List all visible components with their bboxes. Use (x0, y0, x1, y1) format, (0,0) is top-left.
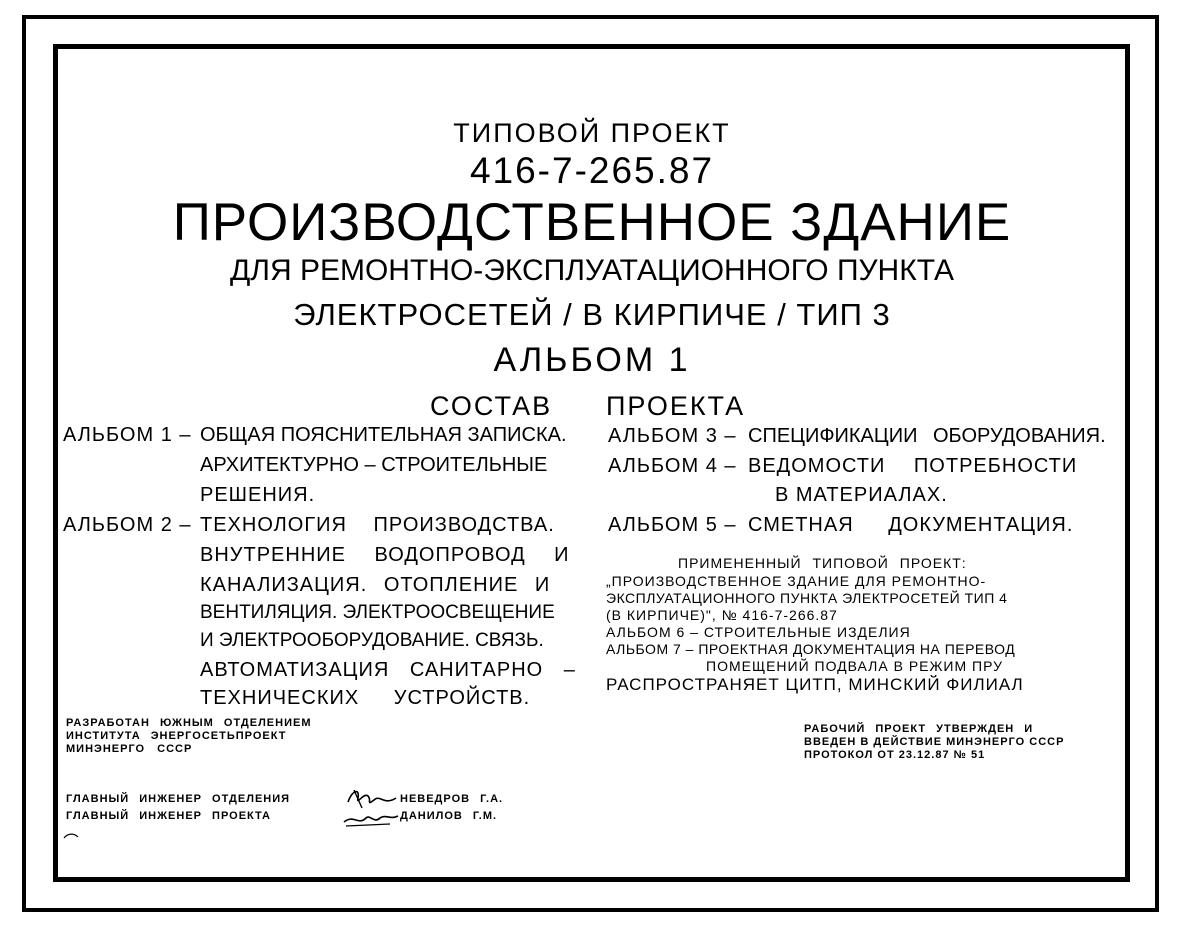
distributor: РАСПРОСТРАНЯЕТ ЦИТП, МИНСКИЙ ФИЛИАЛ (606, 675, 1024, 694)
album-1-line-3: РЕШЕНИЯ. (200, 484, 316, 506)
album-2-label: АЛЬБОМ 2 – (63, 514, 192, 536)
developer-line-2: ИНСТИТУТА ЭНЕРГОСЕТЬПРОЕКТ (66, 730, 287, 742)
approval-line-2: ВВЕДЕН В ДЕЙСТВИЕ МИНЭНЕРГО СССР (804, 736, 1065, 748)
album-2-line-4: ВЕНТИЛЯЦИЯ. ЭЛЕКТРООСВЕЩЕНИЕ (200, 602, 555, 623)
album-4-line-1: ВЕДОМОСТИ ПОТРЕБНОСТИ (748, 455, 1078, 477)
approval-line-3: ПРОТОКОЛ ОТ 23.12.87 № 51 (804, 749, 986, 761)
developer-line-3: МИНЭНЕРГО СССР (66, 743, 193, 755)
album-2-line-6: АВТОМАТИЗАЦИЯ САНИТАРНО – (200, 659, 576, 681)
album-5-line-1: СМЕТНАЯ ДОКУМЕНТАЦИЯ. (748, 514, 1074, 536)
album-2-line-7: ТЕХНИЧЕСКИХ УСТРОЙСТВ. (200, 687, 531, 709)
approval-line-1: РАБОЧИЙ ПРОЕКТ УТВЕРЖДЕН И (804, 723, 1034, 735)
album-2-line-2: ВНУТРЕННИЕ ВОДОПРОВОД И (200, 544, 570, 566)
applied-line-2: ЭКСПЛУАТАЦИОННОГО ПУНКТА ЭЛЕКТРОСЕТЕЙ ТИП 4 (606, 590, 1008, 606)
signature-name-2: ДАНИЛОВ Г.М. (400, 810, 498, 822)
subtitle-line-1: ДЛЯ РЕМОНТНО-ЭКСПЛУАТАЦИОННОГО ПУНКТА (229, 254, 955, 287)
album-4-label: АЛЬБОМ 4 – (608, 455, 737, 477)
developer-line-1: РАЗРАБОТАН ЮЖНЫМ ОТДЕЛЕНИЕМ (66, 717, 312, 729)
album-1-line-2: АРХИТЕКТУРНО – СТРОИТЕЛЬНЫЕ (200, 454, 548, 476)
applied-line-3: (В КИРПИЧЕ)", № 416-7-266.87 (606, 607, 838, 623)
project-number: 416-7-265.87 (469, 150, 715, 191)
applied-line-1: „ПРОИЗВОДСТВЕННОЕ ЗДАНИЕ ДЛЯ РЕМОНТНО- (606, 573, 987, 589)
album-1-label: АЛЬБОМ 1 – (63, 424, 192, 446)
album-4-line-2: В МАТЕРИАЛАХ. (775, 484, 948, 506)
album-3-label: АЛЬБОМ 3 – (608, 425, 737, 447)
applied-line-6: ПОМЕЩЕНИЙ ПОДВАЛА В РЕЖИМ ПРУ (706, 658, 1004, 674)
signature-role-2: ГЛАВНЫЙ ИНЖЕНЕР ПРОЕКТА (66, 810, 271, 822)
signature-name-1: НЕВЕДРОВ Г.А. (400, 793, 504, 805)
applied-heading: ПРИМЕНЕННЫЙ ТИПОВОЙ ПРОЕКТ: (678, 555, 967, 571)
stray-mark (62, 832, 82, 840)
subtitle-line-2: ЭЛЕКТРОСЕТЕЙ / В КИРПИЧЕ / ТИП 3 (293, 297, 891, 332)
doc-type: ТИПОВОЙ ПРОЕКТ (453, 118, 731, 148)
signature-danilov (340, 808, 400, 830)
album-2-line-1: ТЕХНОЛОГИЯ ПРОИЗВОДСТВА. (200, 514, 555, 536)
applied-line-4: АЛЬБОМ 6 – СТРОИТЕЛЬНЫЕ ИЗДЕЛИЯ (606, 624, 911, 640)
album-number: АЛЬБОМ 1 (493, 341, 691, 379)
composition-heading-right: ПРОЕКТА (606, 391, 746, 421)
album-1-line-1: ОБЩАЯ ПОЯСНИТЕЛЬНАЯ ЗАПИСКА. (200, 424, 567, 446)
album-2-line-3: КАНАЛИЗАЦИЯ. ОТОПЛЕНИЕ И (200, 574, 551, 596)
album-5-label: АЛЬБОМ 5 – (608, 514, 737, 536)
applied-line-5: АЛЬБОМ 7 – ПРОЕКТНАЯ ДОКУМЕНТАЦИЯ НА ПЕРЕВОД (606, 641, 1016, 657)
album-2-line-5: И ЭЛЕКТРООБОРУДОВАНИЕ. СВЯЗЬ. (200, 630, 544, 651)
composition-heading-left: СОСТАВ (430, 391, 553, 421)
album-3-line-1: СПЕЦИФИКАЦИИ ОБОРУДОВАНИЯ. (748, 425, 1106, 447)
signature-role-1: ГЛАВНЫЙ ИНЖЕНЕР ОТДЕЛЕНИЯ (66, 793, 291, 805)
page-title: ПРОИЗВОДСТВЕННОЕ ЗДАНИЕ (172, 193, 1012, 252)
